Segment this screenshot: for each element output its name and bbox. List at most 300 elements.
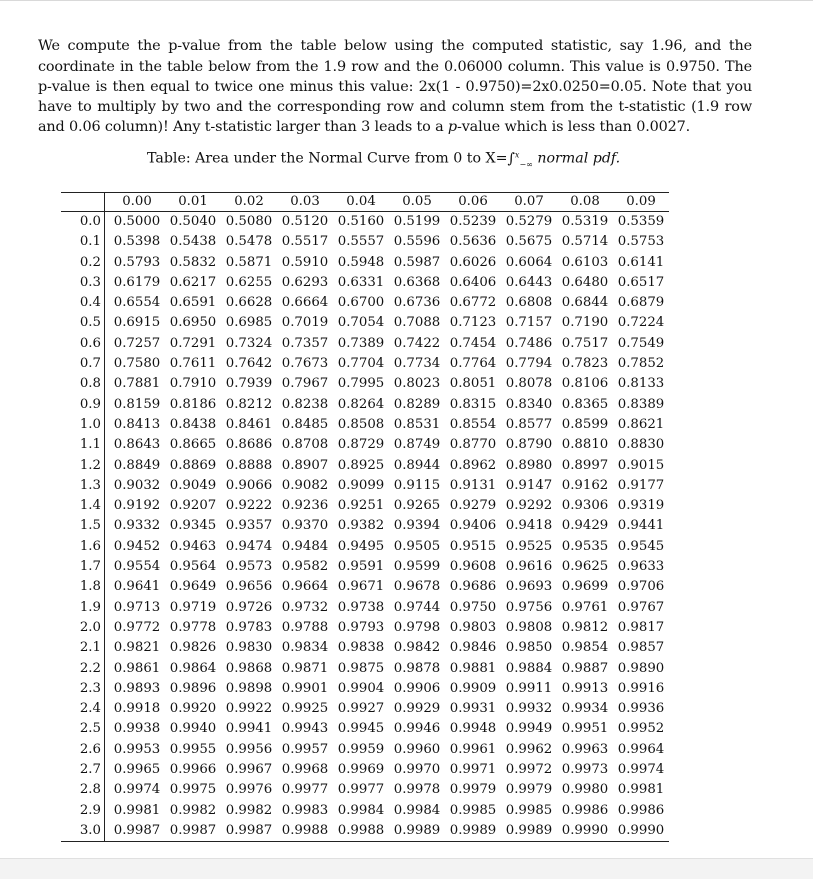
table-cell: 0.9964 (617, 741, 665, 757)
table-cell: 0.9207 (169, 498, 217, 514)
row-label: 2.4 (79, 701, 101, 717)
row-label: 2.8 (79, 782, 101, 798)
table-cell: 0.5675 (505, 234, 553, 250)
row-label: 0.0 (79, 214, 101, 229)
table-cell: 0.5636 (449, 234, 497, 250)
table-cell: 0.9970 (393, 762, 441, 778)
table-cell: 0.9750 (449, 599, 497, 615)
row-label: 2.6 (79, 741, 101, 757)
row-label: 2.0 (79, 619, 101, 635)
table-cell: 0.6554 (105, 293, 166, 313)
table-row (61, 679, 669, 699)
table-cell: 0.8962 (449, 457, 497, 473)
table-cell: 0.9878 (393, 660, 441, 676)
table-cell: 0.9987 (105, 821, 166, 842)
table-cell: 0.9686 (449, 579, 497, 595)
table-cell: 0.9979 (449, 782, 497, 798)
table-cell: 0.7224 (617, 315, 665, 331)
table-cell: 0.7389 (337, 335, 385, 351)
table-cell: 0.9985 (505, 802, 553, 818)
table-cell: 0.8810 (561, 437, 609, 453)
table-cell: 0.6331 (337, 274, 385, 290)
table-cell: 0.9932 (505, 701, 553, 717)
table-cell: 0.8665 (169, 437, 217, 453)
table-cell: 0.9934 (561, 701, 609, 717)
paragraph-emphasis: p (447, 119, 457, 136)
row-label: 1.2 (79, 457, 101, 473)
table-cell: 0.9812 (561, 619, 609, 635)
table-cell: 0.8238 (281, 396, 329, 412)
bottom-band (0, 858, 813, 879)
table-row (61, 537, 669, 557)
table-cell: 0.6700 (337, 295, 385, 311)
table-cell: 0.9861 (105, 659, 166, 679)
row-label: 1.6 (79, 538, 101, 554)
table-cell: 0.8997 (561, 457, 609, 473)
row-label: 1.4 (79, 498, 101, 514)
table-cell: 0.8621 (617, 416, 665, 432)
table-cell: 0.9922 (225, 701, 273, 717)
table-cell: 0.7257 (105, 334, 166, 354)
table-cell: 0.9778 (169, 619, 217, 635)
table-cell: 0.8315 (449, 396, 497, 412)
table-cell: 0.9066 (225, 477, 273, 493)
table-cell: 0.8944 (393, 457, 441, 473)
table-cell: 0.9162 (561, 477, 609, 493)
table-cell: 0.9292 (505, 498, 553, 514)
table-row (61, 557, 669, 577)
table-cell: 0.8790 (505, 437, 553, 453)
table-cell: 0.9394 (393, 518, 441, 534)
table-cell: 0.9968 (281, 762, 329, 778)
table-cell: 0.5832 (169, 254, 217, 270)
table-cell: 0.8051 (449, 376, 497, 392)
table-cell: 0.6406 (449, 274, 497, 290)
table-cell: 0.9906 (393, 680, 441, 696)
table-cell: 0.8413 (105, 415, 166, 435)
table-cell: 0.9319 (617, 498, 665, 514)
table-cell: 0.9890 (617, 660, 665, 676)
table-cell: 0.9082 (281, 477, 329, 493)
table-cell: 0.7910 (169, 376, 217, 392)
row-label: 0.8 (79, 376, 101, 392)
table-cell: 0.5753 (617, 234, 665, 250)
table-cell: 0.9909 (449, 680, 497, 696)
table-cell: 0.9931 (449, 701, 497, 717)
table-cell: 0.8686 (225, 437, 273, 453)
table-cell: 0.9938 (105, 719, 166, 739)
table-cell: 0.5398 (105, 232, 166, 252)
table-cell: 0.6808 (505, 295, 553, 311)
table-cell: 0.9864 (169, 660, 217, 676)
table-cell: 0.8186 (169, 396, 217, 412)
column-header: 0.09 (613, 193, 669, 212)
table-row (61, 354, 669, 374)
table-cell: 0.9616 (505, 559, 553, 575)
table-cell: 0.9948 (449, 721, 497, 737)
table-cell: 0.9846 (449, 640, 497, 656)
table-row (61, 760, 669, 780)
column-header: 0.04 (333, 193, 389, 212)
table-cell: 0.9990 (557, 821, 613, 842)
table-cell: 0.9871 (281, 660, 329, 676)
caption-prefix: Table: Area under the Normal Curve from 0 to X= (147, 150, 508, 167)
table-cell: 0.9904 (337, 680, 385, 696)
table-cell: 0.9706 (617, 579, 665, 595)
table-cell: 0.9177 (617, 477, 665, 493)
table-row (61, 719, 669, 739)
table-cell: 0.6772 (449, 295, 497, 311)
integral-upper-limit: x (514, 150, 520, 159)
table-cell: 0.5279 (505, 214, 553, 229)
table-cell: 0.9978 (393, 782, 441, 798)
table-cell: 0.9732 (281, 599, 329, 615)
table-cell: 0.9693 (505, 579, 553, 595)
table-cell: 0.9957 (281, 741, 329, 757)
table-cell: 0.8577 (505, 416, 553, 432)
table-cell: 0.9015 (617, 457, 665, 473)
table-cell: 0.9625 (561, 559, 609, 575)
table-cell: 0.9251 (337, 498, 385, 514)
table-cell: 0.8159 (105, 395, 166, 415)
table-cell: 0.9463 (169, 538, 217, 554)
table-cell: 0.9961 (449, 741, 497, 757)
table-cell: 0.9793 (337, 619, 385, 635)
table-cell: 0.6443 (505, 274, 553, 290)
table-cell: 0.9826 (169, 640, 217, 656)
table-cell: 0.7995 (337, 376, 385, 392)
table-cell: 0.5596 (393, 234, 441, 250)
table-row (61, 395, 669, 415)
table-cell: 0.9767 (617, 599, 665, 615)
table-cell: 0.9222 (225, 498, 273, 514)
row-label: 1.5 (79, 518, 101, 534)
table-row (61, 293, 669, 313)
table-cell: 0.9945 (337, 721, 385, 737)
table-cell: 0.9049 (169, 477, 217, 493)
row-label: 1.0 (79, 416, 101, 432)
table-cell: 0.7190 (561, 315, 609, 331)
table-cell: 0.7580 (105, 354, 166, 374)
table-cell: 0.8106 (561, 376, 609, 392)
table-cell: 0.9986 (617, 802, 665, 818)
table-cell: 0.5793 (105, 253, 166, 273)
table-cell: 0.9985 (449, 802, 497, 818)
table-cell: 0.5714 (561, 234, 609, 250)
table-cell: 0.8925 (337, 457, 385, 473)
table-cell: 0.9474 (225, 538, 273, 554)
table-cell: 0.9920 (169, 701, 217, 717)
table-row (61, 456, 669, 476)
table-cell: 0.6368 (393, 274, 441, 290)
caption-suffix: normal pdf. (537, 150, 621, 167)
table-cell: 0.8554 (449, 416, 497, 432)
row-label: 2.1 (79, 640, 101, 656)
table-cell: 0.8888 (225, 457, 273, 473)
table-cell: 0.9798 (393, 619, 441, 635)
table-cell: 0.5359 (617, 214, 665, 229)
table-cell: 0.9943 (281, 721, 329, 737)
row-label: 0.9 (79, 396, 101, 412)
column-header: 0.08 (557, 193, 613, 212)
table-cell: 0.7019 (281, 315, 329, 331)
table-cell: 0.9131 (449, 477, 497, 493)
table-cell: 0.9898 (225, 680, 273, 696)
table-cell: 0.7517 (561, 335, 609, 351)
table-cell: 0.8729 (337, 437, 385, 453)
table-cell: 0.9977 (281, 782, 329, 798)
table-cell: 0.5160 (337, 214, 385, 229)
integral-lower-limit: −∞ (519, 159, 533, 169)
table-cell: 0.9783 (225, 619, 273, 635)
row-label: 0.4 (79, 295, 101, 311)
table-cell: 0.9989 (445, 821, 501, 842)
table-cell: 0.9738 (337, 599, 385, 615)
table-cell: 0.9838 (337, 640, 385, 656)
table-cell: 0.9671 (337, 579, 385, 595)
table-cell: 0.7454 (449, 335, 497, 351)
table-cell: 0.6628 (225, 295, 273, 311)
table-cell: 0.9946 (393, 721, 441, 737)
table-cell: 0.9982 (225, 802, 273, 818)
table-cell: 0.9949 (505, 721, 553, 737)
table-cell: 0.9382 (337, 518, 385, 534)
table-cell: 0.9959 (337, 741, 385, 757)
table-cell: 0.7967 (281, 376, 329, 392)
table-cell: 0.9965 (105, 760, 166, 780)
table-cell: 0.9857 (617, 640, 665, 656)
table-row (61, 638, 669, 658)
table-cell: 0.9599 (393, 559, 441, 575)
table-cell: 0.6179 (105, 273, 166, 293)
table-cell: 0.8133 (617, 376, 665, 392)
table-cell: 0.9279 (449, 498, 497, 514)
table-cell: 0.5438 (169, 234, 217, 250)
table-row (61, 334, 669, 354)
table-cell: 0.7764 (449, 356, 497, 372)
table-cell: 0.9987 (221, 821, 277, 842)
table-cell: 0.6915 (105, 313, 166, 333)
table-cell: 0.6736 (393, 295, 441, 311)
row-label: 1.1 (79, 437, 101, 453)
column-header: 0.02 (221, 193, 277, 212)
table-cell: 0.9941 (225, 721, 273, 737)
table-cell: 0.5120 (281, 214, 329, 229)
table-body (61, 212, 669, 842)
table-cell: 0.8264 (337, 396, 385, 412)
table-cell: 0.5199 (393, 214, 441, 229)
table-cell: 0.9884 (505, 660, 553, 676)
table-row (61, 415, 669, 435)
table-cell: 0.8461 (225, 416, 273, 432)
table-cell: 0.9357 (225, 518, 273, 534)
table-cell: 0.9911 (505, 680, 553, 696)
table-cell: 0.5319 (561, 214, 609, 229)
table-cell: 0.9918 (105, 699, 166, 719)
table-cell: 0.9875 (337, 660, 385, 676)
table-cell: 0.6517 (617, 274, 665, 290)
table-cell: 0.5910 (281, 254, 329, 270)
table-cell: 0.9429 (561, 518, 609, 534)
table-row (61, 476, 669, 496)
table-cell: 0.9147 (505, 477, 553, 493)
table-cell: 0.9979 (505, 782, 553, 798)
table-cell: 0.9989 (501, 821, 557, 842)
table-cell: 0.9099 (337, 477, 385, 493)
table-cell: 0.9986 (561, 802, 609, 818)
table-cell: 0.9306 (561, 498, 609, 514)
table-cell: 0.9608 (449, 559, 497, 575)
row-label: 0.7 (79, 356, 101, 372)
table-cell: 0.9973 (561, 762, 609, 778)
table-cell: 0.8830 (617, 437, 665, 453)
table-cell: 0.9981 (105, 801, 166, 821)
table-cell: 0.9990 (613, 821, 669, 842)
table-cell: 0.7088 (393, 315, 441, 331)
table-cell: 0.9988 (277, 821, 333, 842)
table-cell: 0.5239 (449, 214, 497, 229)
table-cell: 0.5478 (225, 234, 273, 250)
table-cell: 0.9868 (225, 660, 273, 676)
row-label: 1.8 (79, 579, 101, 595)
table-cell: 0.9192 (105, 496, 166, 516)
table-cell: 0.9656 (225, 579, 273, 595)
table-cell: 0.7794 (505, 356, 553, 372)
table-cell: 0.9495 (337, 538, 385, 554)
table-cell: 0.9649 (169, 579, 217, 595)
table-cell: 0.9974 (617, 762, 665, 778)
table-cell: 0.9726 (225, 599, 273, 615)
table-header (61, 193, 669, 212)
table-row (61, 212, 669, 233)
table-cell: 0.9956 (225, 741, 273, 757)
table-cell: 0.9966 (169, 762, 217, 778)
table-cell: 0.9974 (105, 780, 166, 800)
table-cell: 0.9803 (449, 619, 497, 635)
table-cell: 0.9591 (337, 559, 385, 575)
table-cell: 0.7357 (281, 335, 329, 351)
table-cell: 0.7123 (449, 315, 497, 331)
table-row (61, 374, 669, 394)
table-cell: 0.9525 (505, 538, 553, 554)
table-cell: 0.7939 (225, 376, 273, 392)
table-cell: 0.7881 (105, 374, 166, 394)
table-cell: 0.9881 (449, 660, 497, 676)
table-cell: 0.6664 (281, 295, 329, 311)
table-row (61, 496, 669, 516)
top-divider (0, 0, 813, 1)
row-label: 0.5 (79, 315, 101, 331)
table-cell: 0.9515 (449, 538, 497, 554)
table-cell: 0.7422 (393, 335, 441, 351)
table-cell: 0.8643 (105, 435, 166, 455)
table-cell: 0.5517 (281, 234, 329, 250)
table-cell: 0.6026 (449, 254, 497, 270)
table-cell: 0.9913 (561, 680, 609, 696)
table-cell: 0.9418 (505, 518, 553, 534)
table-cell: 0.6103 (561, 254, 609, 270)
table-cell: 0.9982 (169, 802, 217, 818)
table-row (61, 780, 669, 800)
table-cell: 0.9940 (169, 721, 217, 737)
table-cell: 0.8770 (449, 437, 497, 453)
header-row (61, 193, 669, 212)
table-cell: 0.9817 (617, 619, 665, 635)
table-cell: 0.9345 (169, 518, 217, 534)
table-row (61, 659, 669, 679)
table-cell: 0.6255 (225, 274, 273, 290)
table-cell: 0.9641 (105, 577, 166, 597)
table-cell: 0.8531 (393, 416, 441, 432)
table-cell: 0.9332 (105, 516, 166, 536)
table-cell: 0.9925 (281, 701, 329, 717)
table-cell: 0.7549 (617, 335, 665, 351)
table-cell: 0.9963 (561, 741, 609, 757)
table-cell: 0.9980 (561, 782, 609, 798)
column-header: 0.01 (165, 193, 221, 212)
integral-sign: ∫ (507, 150, 515, 167)
row-label: 1.9 (79, 599, 101, 615)
table-cell: 0.9678 (393, 579, 441, 595)
table-cell: 0.9927 (337, 701, 385, 717)
table-cell: 0.6879 (617, 295, 665, 311)
table-cell: 0.8749 (393, 437, 441, 453)
row-label: 2.2 (79, 660, 101, 676)
table-cell: 0.9664 (281, 579, 329, 595)
table-cell: 0.7704 (337, 356, 385, 372)
table-cell: 0.6141 (617, 254, 665, 270)
table-cell: 0.8907 (281, 457, 329, 473)
table-cell: 0.5948 (337, 254, 385, 270)
table-cell: 0.7054 (337, 315, 385, 331)
table-cell: 0.9545 (617, 538, 665, 554)
paragraph-text: We compute the p-value from the table below using the computed statistic, say 1.96, and the coordinate in the table below from the 1.9 row and the 0.06000 column. This value is 0.9750. The p-value is then equal to twice one minus this value: 2x(1 - 0.9750)=2x0.0250=0.05. Note that you have to multiply by two and the corresponding row and column stem from the t-statistic (1.9 row and 0.06 column)! Any t-statistic larger than 3 leads to a (38, 38, 752, 136)
table-cell: 0.9967 (225, 762, 273, 778)
table-cell: 0.9972 (505, 762, 553, 778)
table-cell: 0.5000 (105, 212, 166, 233)
table-cell: 0.8485 (281, 416, 329, 432)
table-cell: 0.6217 (169, 274, 217, 290)
table-cell: 0.9573 (225, 559, 273, 575)
table-cell: 0.9582 (281, 559, 329, 575)
table-cell: 0.7611 (169, 356, 217, 372)
table-cell: 0.9962 (505, 741, 553, 757)
table-row (61, 699, 669, 719)
table-cell: 0.8599 (561, 416, 609, 432)
row-label: 0.1 (79, 234, 101, 250)
table-cell: 0.8508 (337, 416, 385, 432)
table-cell: 0.9977 (337, 782, 385, 798)
table-row (61, 435, 669, 455)
header-corner (61, 193, 105, 212)
table-cell: 0.8980 (505, 457, 553, 473)
table-cell: 0.7673 (281, 356, 329, 372)
table-cell: 0.7852 (617, 356, 665, 372)
row-label: 2.9 (79, 802, 101, 818)
table-cell: 0.8438 (169, 416, 217, 432)
table-cell: 0.5871 (225, 254, 273, 270)
table-cell: 0.5080 (225, 214, 273, 229)
table-cell: 0.9850 (505, 640, 553, 656)
table-cell: 0.7157 (505, 315, 553, 331)
table-cell: 0.9971 (449, 762, 497, 778)
table-cell: 0.9821 (105, 638, 166, 658)
table-cell: 0.9265 (393, 498, 441, 514)
table-cell: 0.7291 (169, 335, 217, 351)
table-cell: 0.9719 (169, 599, 217, 615)
table-cell: 0.9441 (617, 518, 665, 534)
table-row (61, 821, 669, 842)
